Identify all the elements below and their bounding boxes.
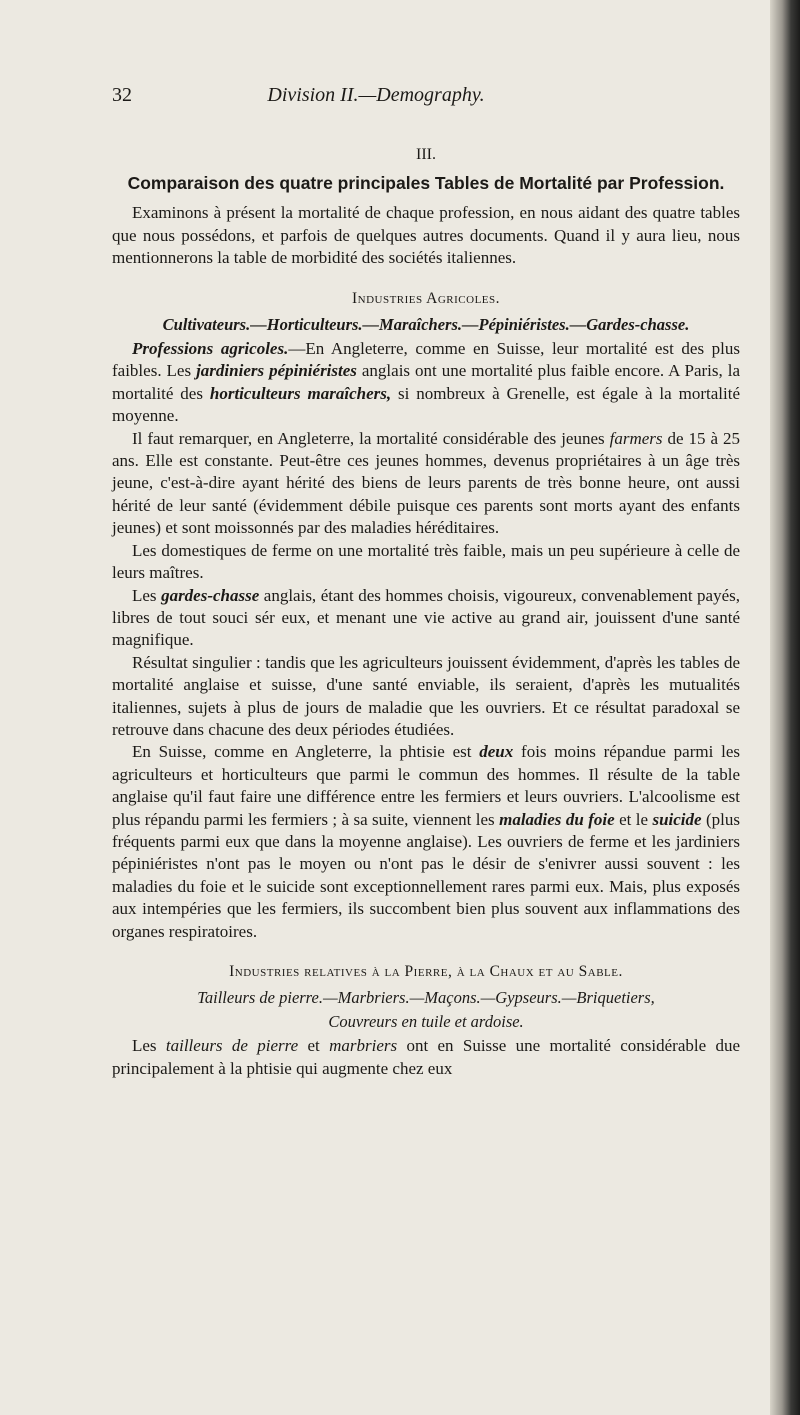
stone-paragraph-1: Les tailleurs de pierre et marbriers ont en Suisse une mortalité considérable due principalement à la phtisie qui augmente chez eux — [112, 1036, 740, 1078]
section-title: Comparaison des quatre principales Tables de Mortalité par Profession. — [127, 173, 725, 194]
agri-heading: Industries Agricoles. — [351, 289, 501, 307]
stone-subheading-2: Couvreurs en tuile et ardoise. — [328, 1012, 524, 1032]
section-number: III. — [416, 146, 436, 163]
page-body — [112, 144, 740, 1080]
agri-paragraph-4: Les gardes-chasse anglais, étant des hommes choisis, vigoureux, convenablement payés, libres de tout souci sér eux, et menant une vie active au grand air, jouissent d'une santé magnifique. — [112, 585, 741, 650]
running-title: Division II.—Demography. — [267, 84, 485, 106]
stone-subheading-1: Tailleurs de pierre.—Marbriers.—Maçons.—Gypseurs.—Briquetiers, — [197, 988, 655, 1008]
agri-paragraph-5: Résultat singulier : tandis que les agriculteurs jouissent évidemment, d'après les tables de mortalité anglaise et suisse, d'une santé enviable, ils seraient, d'après les mutualités italiennes, sujets à plus de jours de maladie que les ouvriers. Et ce résultat paradoxal se retrouve dans chacune des deux périodes étudiées. — [112, 652, 740, 739]
lead-term: Professions agricoles. — [132, 339, 289, 359]
running-header — [112, 84, 640, 110]
agri-paragraph-6: En Suisse, comme en Angleterre, la phtisie est deux fois moins répandue parmi les agriculteurs et horticulteurs que parmi le commun des hommes. Il résulte de la table anglaise qu'il faut faire une différence entre les fermiers et leurs ouvriers. L'alcoolisme est plus répandu parmi les fermiers ; à sa suite, viennent les maladies du foie et le suicide (plus fréquents parmi eux que dans la moyenne anglaise). Les ouvriers de ferme et les jardiniers pépiniéristes n'ont pas le moyen ou n'ont pas le désir de s'enivrer aussi souvent : les maladies du foie et le suicide sont exceptionnellement rares parmi eux. Mais, plus exposés aux intempéries que les fermiers, ils succombent bien plus souvent aux inflammations des organes respiratoires. — [112, 742, 740, 941]
agri-paragraph-3: Les domestiques de ferme on une mortalité très faible, mais un peu supérieure à celle de leurs maîtres. — [112, 540, 740, 583]
book-edge — [770, 0, 800, 1415]
page-number: 32 — [112, 84, 132, 106]
stone-heading: Industries relatives à la Pierre, à la Chaux et au Sable. — [229, 963, 623, 980]
agri-subheading: Cultivateurs.—Horticulteurs.—Maraîchers.—Pépiniéristes.—Gardes-chasse. — [162, 315, 690, 335]
agri-paragraph-2: Il faut remarquer, en Angleterre, la mortalité considérable des jeunes farmers de 15 à 25 ans. Elle est constante. Peut-être ces jeunes hommes, devenus propriétaires à un âge très jeune, c'est-à-dire ayant hérité des biens de leurs parents de très bonne heure, ont aussi hérité de leur santé (évidemment débile puisque ces parents sont morts ayant des enfants jeunes) et sont moissonnés par des maladies héréditaires. — [112, 428, 740, 538]
agri-paragraph-1: Professions agricoles.—En Angleterre, comme en Suisse, leur mortalité est des plus faibles. Les jardiniers pépiniéristes anglais ont une mortalité plus faible encore. A Paris, la mortalité des horticulteurs maraîchers, si nombreux à Grenelle, est égale à la mortalité moyenne. — [112, 339, 740, 426]
intro-paragraph: Examinons à présent la mortalité de chaque profession, en nous aidant des quatre tables que nous possédons, et parfois de quelques autres documents. Quand il y aura lieu, nous mentionnerons la table de morbidité des sociétés italiennes. — [112, 203, 740, 268]
